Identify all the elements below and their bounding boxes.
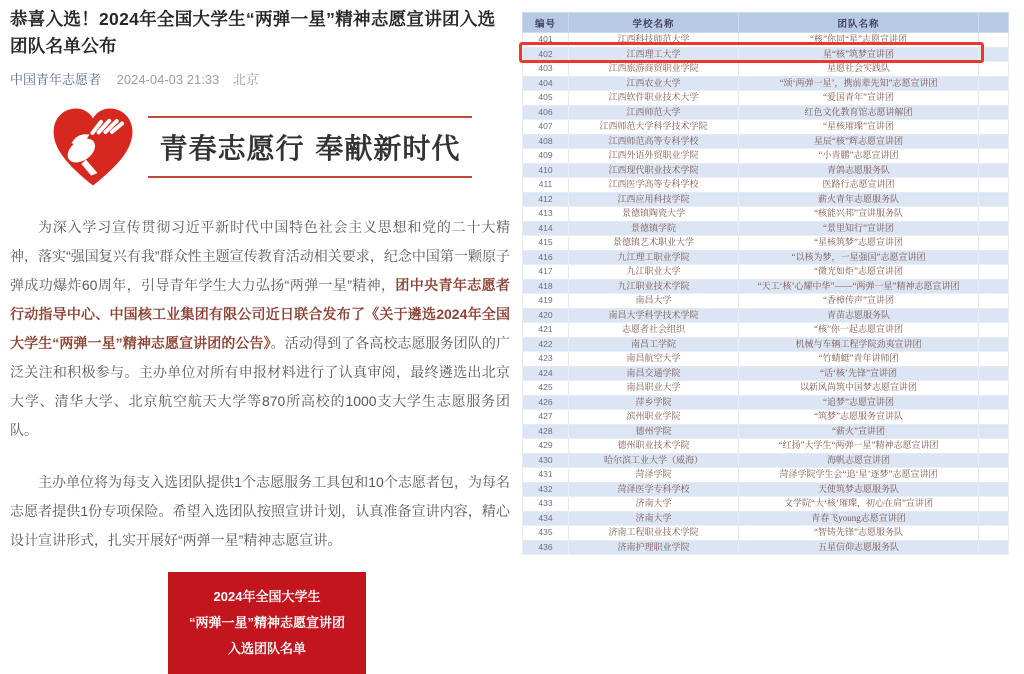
cell-team: “薪火”宣讲团	[739, 424, 979, 439]
table-row	[523, 337, 1009, 352]
cell-spacer	[979, 279, 1009, 294]
cell-spacer	[979, 76, 1009, 91]
selection-list-banner	[168, 572, 366, 674]
table-row	[523, 33, 1009, 48]
cell-school: 景德镇陶瓷大学	[569, 207, 739, 222]
table-row	[523, 178, 1009, 193]
cell-school: 志愿者社会组织	[569, 323, 739, 338]
paragraph-1	[10, 213, 510, 445]
cell-no: 424	[523, 366, 569, 381]
table-row	[523, 410, 1009, 425]
cell-spacer	[979, 91, 1009, 106]
cell-school: 江西理工大学	[569, 47, 739, 62]
header-school: 学校名称	[569, 13, 739, 33]
cell-team: “微光如炬”志愿宣讲团	[739, 265, 979, 280]
cell-no: 417	[523, 265, 569, 280]
cell-school: 济南护理职业学院	[569, 540, 739, 555]
paragraph-2: 主办单位将为每支入选团队提供1个志愿服务工具包和10个志愿者包，为每名志愿者提供1份专项保险。希望入选团队按照宣讲计划，认真准备宣讲内容，精心设计宣讲形式，扎实开展好“两弹一星”精神志愿宣讲。	[10, 474, 510, 549]
cell-team: “天工‘核’心耀中华”——“两弹一星”精神志愿宣讲团	[739, 279, 979, 294]
cell-no: 411	[523, 178, 569, 193]
table-header-row	[523, 13, 1009, 33]
cell-no: 434	[523, 511, 569, 526]
cell-no: 403	[523, 62, 569, 77]
cell-spacer	[979, 366, 1009, 381]
cell-spacer	[979, 236, 1009, 251]
cell-spacer	[979, 337, 1009, 352]
selection-banner-line1: 2024年全国大学生	[213, 589, 321, 605]
cell-spacer	[979, 47, 1009, 62]
table-row	[523, 511, 1009, 526]
cell-spacer	[979, 381, 1009, 396]
header-no: 编号	[523, 13, 569, 33]
cell-no: 428	[523, 424, 569, 439]
cell-team: “星核璀璨”宣讲团	[739, 120, 979, 135]
cell-spacer	[979, 149, 1009, 164]
publish-time: 2024-04-03 21:33	[116, 72, 220, 88]
cell-school: 江西软件职业技术大学	[569, 91, 739, 106]
cell-team: 青苗志愿服务队	[739, 308, 979, 323]
cell-school: 济南工程职业技术学院	[569, 526, 739, 541]
table-row	[523, 236, 1009, 251]
table-row	[523, 439, 1009, 454]
banner-slogan: 青春志愿行 奉献新时代	[148, 116, 472, 178]
cell-spacer	[979, 410, 1009, 425]
table-row	[523, 381, 1009, 396]
table-row	[523, 192, 1009, 207]
cell-team: “核能兴邦”宣讲服务队	[739, 207, 979, 222]
cell-school: 哈尔滨工业大学（威海）	[569, 453, 739, 468]
cell-no: 418	[523, 279, 569, 294]
cell-team: “颂‘两弹一星’，携前辈先知”志愿宣讲团	[739, 76, 979, 91]
cell-school: 菏泽学院	[569, 468, 739, 483]
cell-spacer	[979, 497, 1009, 512]
volunteer-banner	[48, 104, 472, 190]
cell-team: 薪火青年志愿服务队	[739, 192, 979, 207]
table-row	[523, 308, 1009, 323]
cell-no: 409	[523, 149, 569, 164]
paragraph-1-bold: 团中央青年志愿者行动指导中心、中国核工业集团有限公司近日联合发布了《关于遴选2024年全国大学生“两弹一星”精神志愿宣讲团的公告》	[10, 277, 510, 352]
article-column	[10, 6, 510, 674]
table-row	[523, 134, 1009, 149]
cell-school: 江西现代职业技术学院	[569, 163, 739, 178]
table-row	[523, 207, 1009, 222]
cell-school: 江西旅游商贸职业学院	[569, 62, 739, 77]
cell-team: 菏泽学院学生会“追‘星’逐梦”志愿宣讲团	[739, 468, 979, 483]
cell-no: 421	[523, 323, 569, 338]
cell-no: 407	[523, 120, 569, 135]
cell-team: 医路行志愿宣讲团	[739, 178, 979, 193]
cell-no: 430	[523, 453, 569, 468]
cell-no: 426	[523, 395, 569, 410]
cell-spacer	[979, 424, 1009, 439]
cell-team: “星核筑梦”志愿宣讲团	[739, 236, 979, 251]
cell-no: 432	[523, 482, 569, 497]
table-row	[523, 76, 1009, 91]
table-row	[523, 497, 1009, 512]
header-spacer	[979, 13, 1009, 33]
cell-school: 德州职业技术学院	[569, 439, 739, 454]
cell-school: 景德镇艺术职业大学	[569, 236, 739, 251]
selection-banner-line3: 入选团队名单	[227, 641, 306, 657]
cell-school: 南昌工学院	[569, 337, 739, 352]
cell-spacer	[979, 120, 1009, 135]
cell-no: 433	[523, 497, 569, 512]
cell-no: 408	[523, 134, 569, 149]
cell-team: “核”你同“星”志愿宣讲团	[739, 33, 979, 48]
cell-school: 江西师范大学	[569, 105, 739, 120]
table-row	[523, 120, 1009, 135]
cell-spacer	[979, 308, 1009, 323]
cell-spacer	[979, 192, 1009, 207]
table-row	[523, 250, 1009, 265]
cell-no: 415	[523, 236, 569, 251]
cell-spacer	[979, 134, 1009, 149]
table-row	[523, 221, 1009, 236]
cell-school: 济南大学	[569, 511, 739, 526]
cell-spacer	[979, 105, 1009, 120]
table-row	[523, 424, 1009, 439]
header-team: 团队名称	[739, 13, 979, 33]
cell-spacer	[979, 439, 1009, 454]
cell-no: 427	[523, 410, 569, 425]
cell-school: 九江职业技术学院	[569, 279, 739, 294]
table-row	[523, 47, 1009, 62]
paragraph-1-post: 。活动得到了各高校志愿服务团队的广泛关注和积极参与。主办单位对所有申报材料进行了认真审阅，最终遴选出北京大学、清华大学、北京航空航天大学等870所高校的1000支大学生志愿服务团队。	[10, 335, 511, 439]
byline	[10, 69, 510, 88]
table-row	[523, 540, 1009, 555]
cell-spacer	[979, 33, 1009, 48]
cell-spacer	[979, 540, 1009, 555]
cell-spacer	[979, 511, 1009, 526]
cell-school: 南昌大学科学技术学院	[569, 308, 739, 323]
cell-school: 济南大学	[569, 497, 739, 512]
selection-banner-line2: “两弹一星”精神志愿宣讲团	[188, 615, 345, 631]
cell-no: 419	[523, 294, 569, 309]
cell-school: 江西应用科技学院	[569, 192, 739, 207]
cell-school: 菏泽医学专科学校	[569, 482, 739, 497]
cell-team: “红扬”大学生“两弹一星”精神志愿宣讲团	[739, 439, 979, 454]
selection-table	[522, 12, 1009, 555]
cell-no: 416	[523, 250, 569, 265]
cell-spacer	[979, 207, 1009, 222]
cell-school: 江西科技师范大学	[569, 33, 739, 48]
table-row	[523, 105, 1009, 120]
cell-school: 江西师范高等专科学校	[569, 134, 739, 149]
table-row	[523, 323, 1009, 338]
cell-spacer	[979, 453, 1009, 468]
cell-team: “小青鹏”志愿宣讲团	[739, 149, 979, 164]
cell-school: 九江理工职业学院	[569, 250, 739, 265]
publish-location: 北京	[232, 72, 259, 88]
cell-no: 402	[523, 47, 569, 62]
page-title: 恭喜入选！2024年全国大学生“两弹一星”精神志愿宣讲团入选团队名单公布	[10, 9, 496, 57]
cell-no: 412	[523, 192, 569, 207]
cell-team: 海帆志愿宣讲团	[739, 453, 979, 468]
cell-team: “核”你一起志愿宣讲团	[739, 323, 979, 338]
cell-team: “筑梦”志愿服务宣讲队	[739, 410, 979, 425]
cell-spacer	[979, 265, 1009, 280]
cell-no: 423	[523, 352, 569, 367]
cell-school: 滨州职业学院	[569, 410, 739, 425]
table-row	[523, 453, 1009, 468]
cell-spacer	[979, 395, 1009, 410]
cell-no: 406	[523, 105, 569, 120]
table-row	[523, 279, 1009, 294]
table-row	[523, 149, 1009, 164]
cell-no: 425	[523, 381, 569, 396]
table-row	[523, 62, 1009, 77]
cell-no: 422	[523, 337, 569, 352]
cell-team: 文学院“大‘核’璀璨，初心在肩”宣讲团	[739, 497, 979, 512]
cell-spacer	[979, 323, 1009, 338]
cell-school: 景德镇学院	[569, 221, 739, 236]
cell-school: 江西师范大学科学技术学院	[569, 120, 739, 135]
cell-school: 德州学院	[569, 424, 739, 439]
author-link[interactable]: 中国青年志愿者	[10, 72, 102, 88]
cell-team: 青春飞young志愿宣讲团	[739, 511, 979, 526]
cell-no: 431	[523, 468, 569, 483]
table-row	[523, 526, 1009, 541]
cell-no: 420	[523, 308, 569, 323]
table-row	[523, 265, 1009, 280]
cell-spacer	[979, 62, 1009, 77]
cell-school: 江西外语外贸职业学院	[569, 149, 739, 164]
cell-team: “话‘核’先锋”宣讲团	[739, 366, 979, 381]
cell-school: 南昌交通学院	[569, 366, 739, 381]
cell-school: 九江职业大学	[569, 265, 739, 280]
cell-school: 萍乡学院	[569, 395, 739, 410]
cell-school: 南昌职业大学	[569, 381, 739, 396]
cell-spacer	[979, 526, 1009, 541]
cell-no: 404	[523, 76, 569, 91]
cell-no: 413	[523, 207, 569, 222]
cell-school: 南昌大学	[569, 294, 739, 309]
table-row	[523, 163, 1009, 178]
cell-spacer	[979, 163, 1009, 178]
cell-team: “追梦”志愿宣讲团	[739, 395, 979, 410]
cell-school: 南昌航空大学	[569, 352, 739, 367]
cell-team: 天使筑梦志愿服务队	[739, 482, 979, 497]
cell-no: 435	[523, 526, 569, 541]
cell-team: 青鸽志愿服务队	[739, 163, 979, 178]
cell-team: “香樟传声”宣讲团	[739, 294, 979, 309]
cell-spacer	[979, 178, 1009, 193]
cell-team: 以新风尚筑中国梦志愿宣讲团	[739, 381, 979, 396]
cell-team: “以核为梦，一星强国”志愿宣讲团	[739, 250, 979, 265]
table-row	[523, 366, 1009, 381]
table-row	[523, 482, 1009, 497]
table-row	[523, 91, 1009, 106]
cell-no: 429	[523, 439, 569, 454]
cell-team: “爱国青年”宣讲团	[739, 91, 979, 106]
table-row	[523, 468, 1009, 483]
cell-spacer	[979, 294, 1009, 309]
cell-no: 410	[523, 163, 569, 178]
cell-team: 星“核”筑梦宣讲团	[739, 47, 979, 62]
cell-team: 红色文化教育馆志愿讲解团	[739, 105, 979, 120]
table-row	[523, 395, 1009, 410]
cell-no: 401	[523, 33, 569, 48]
cell-team: 星愿社会实践队	[739, 62, 979, 77]
cell-team: 机械与车辆工程学院劲夷宣讲团	[739, 337, 979, 352]
heart-logo-icon	[48, 104, 138, 190]
cell-no: 405	[523, 91, 569, 106]
cell-team: “智铸先锋”志愿服务队	[739, 526, 979, 541]
cell-no: 414	[523, 221, 569, 236]
cell-team: “景里知行”宣讲团	[739, 221, 979, 236]
table-row	[523, 294, 1009, 309]
paragraph-1-pre: 为深入学习宣传贯彻习近平新时代中国特色社会主义思想和党的二十大精神，落实“强国复兴有我”群众性主题宣传教育活动相关要求，纪念中国第一颗原子弹成功爆炸60周年，引导青年学生大力弘扬“两弹一星”精神，	[10, 219, 510, 294]
cell-school: 江西医学高等专科学校	[569, 178, 739, 193]
table-row	[523, 352, 1009, 367]
cell-spacer	[979, 468, 1009, 483]
cell-spacer	[979, 250, 1009, 265]
cell-team: 星辰“核”辉志愿宣讲团	[739, 134, 979, 149]
cell-team: “竹蜻蜓”青年讲师团	[739, 352, 979, 367]
cell-spacer	[979, 352, 1009, 367]
cell-no: 436	[523, 540, 569, 555]
selection-table-image	[522, 12, 1008, 555]
cell-team: 五星信仰志愿服务队	[739, 540, 979, 555]
cell-school: 江西农业大学	[569, 76, 739, 91]
cell-spacer	[979, 482, 1009, 497]
cell-spacer	[979, 221, 1009, 236]
